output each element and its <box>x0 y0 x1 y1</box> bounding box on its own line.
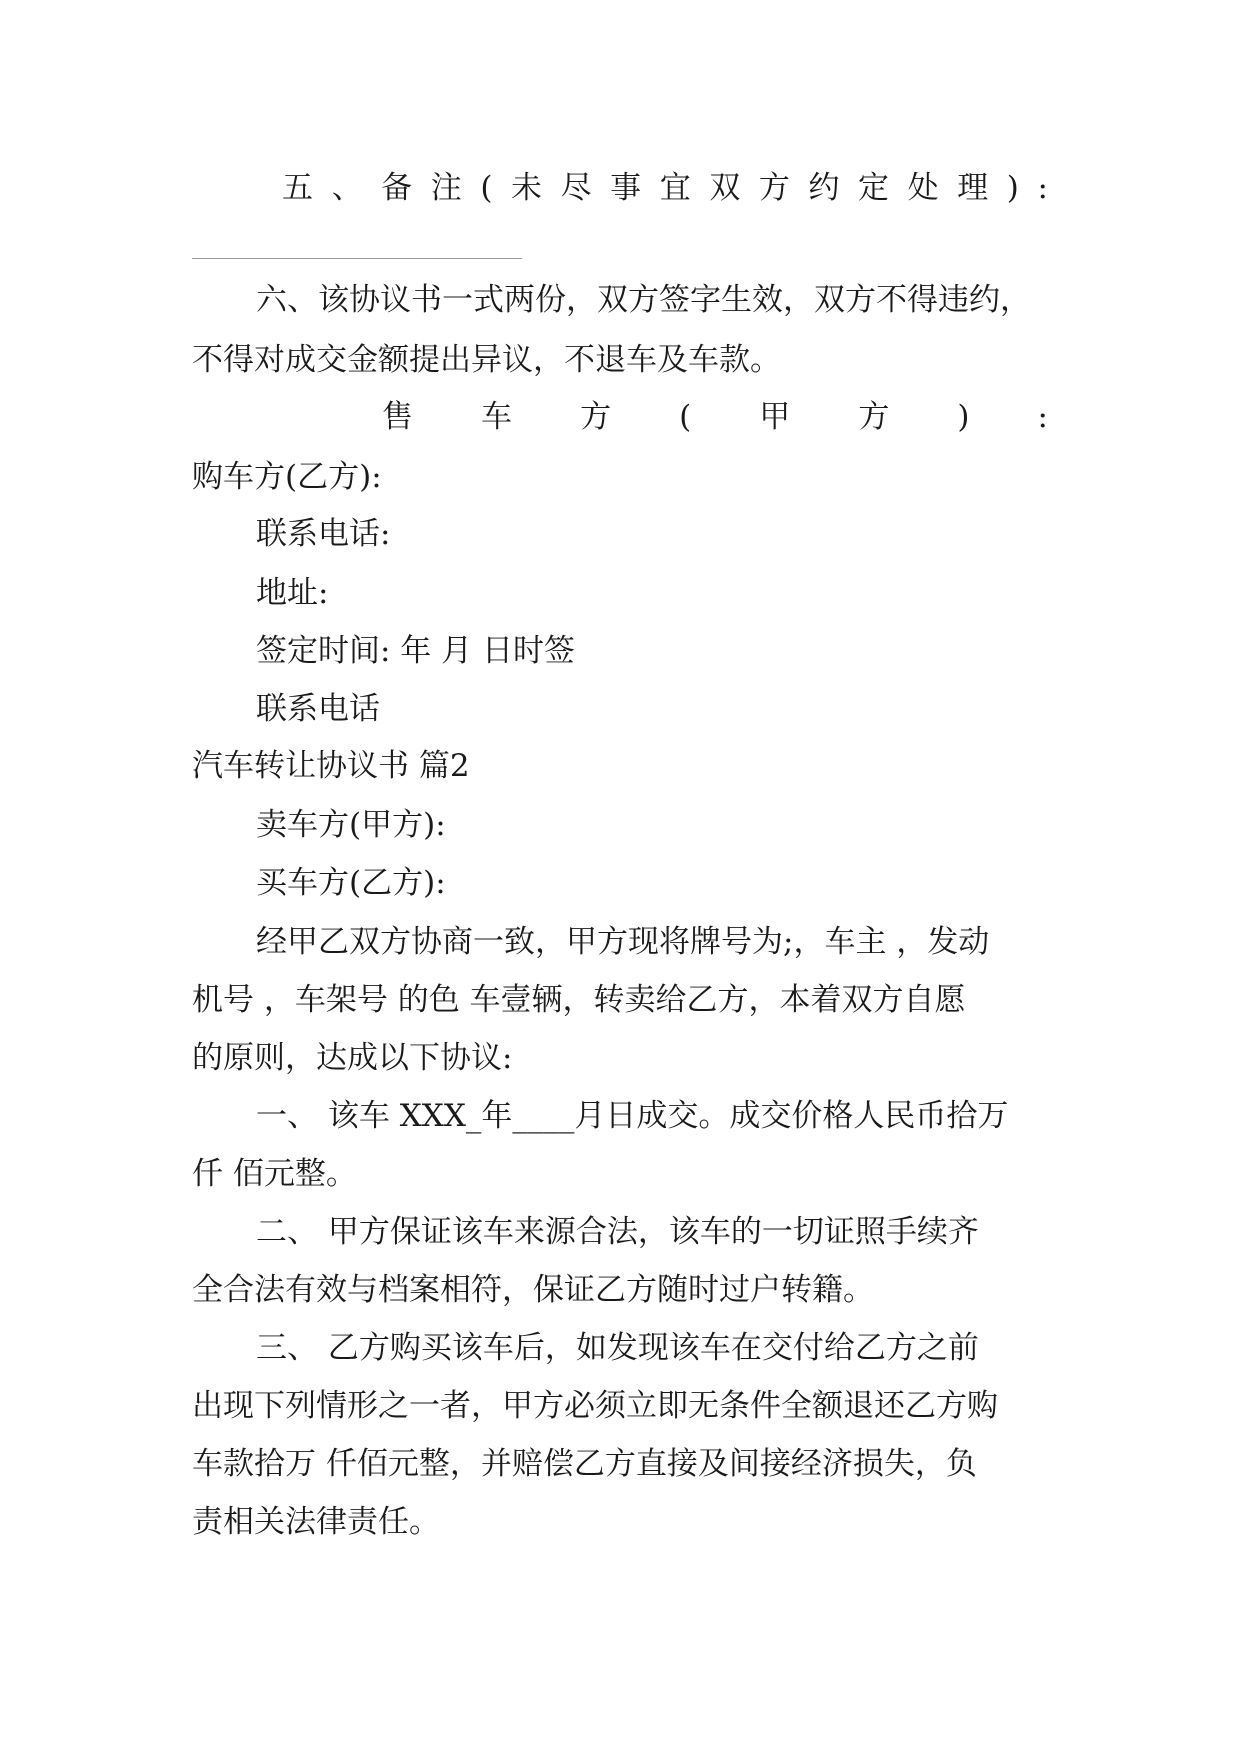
section-5-heading-char: 注 <box>430 170 462 206</box>
section-5-heading-char: : <box>1037 170 1048 206</box>
section-5-heading-char: 五 <box>282 170 313 206</box>
seller-label-char: : <box>1037 399 1048 435</box>
phone-label: 联系电话: <box>256 516 391 552</box>
section-5-heading-char: 备 <box>381 170 413 206</box>
item-2-line-1: 二、 甲方保证该车来源合法，该车的一切证照手续齐 <box>256 1214 979 1250</box>
address-label: 地址: <box>256 575 329 611</box>
seller-label-char: ( <box>679 399 692 435</box>
item-3-line-4: 责相关法律责任。 <box>192 1504 440 1540</box>
intro-line-3: 的原则，达成以下协议: <box>192 1040 513 1076</box>
section-6-line-1: 六、该协议书一式两份，双方签字生效，双方不得违约， <box>256 282 1031 318</box>
seller-label-char: 售 <box>382 399 413 435</box>
section-5-heading-char: 定 <box>858 170 890 206</box>
section-5-heading-char: 未 <box>511 170 542 206</box>
intro-line-2: 机号 ，车架号 的色 车壹辆，转卖给乙方，本着双方自愿 <box>192 982 966 1018</box>
section-5-heading-char: 事 <box>610 170 642 206</box>
item-3-line-3: 车款拾万 仟佰元整，并赔偿乙方直接及间接经济损失，负 <box>192 1446 977 1482</box>
section-5-heading-char: 约 <box>808 170 840 206</box>
item-1-line-2: 仟 佰元整。 <box>192 1156 357 1192</box>
section-5-heading-char: 理 <box>957 170 989 206</box>
item-1-line-1: 一、 该车 XXX_年____月日成交。成交价格人民币拾万 <box>256 1098 1009 1134</box>
seller-label-char: ) <box>957 399 970 435</box>
section-5-heading-char: 、 <box>331 170 363 206</box>
section-5-heading-char: ) <box>1006 170 1019 206</box>
item-2-line-2: 全合法有效与档案相符，保证乙方随时过户转籍。 <box>192 1272 874 1308</box>
section-5-heading <box>282 168 1048 208</box>
seller-label-2: 卖车方(甲方): <box>256 807 446 843</box>
section-5-heading-char: 双 <box>709 170 741 206</box>
item-3-line-1: 三、 乙方购买该车后，如发现该车在交付给乙方之前 <box>256 1330 979 1366</box>
seller-label-char: 方 <box>858 399 890 435</box>
item-3-line-2: 出现下列情形之一者，甲方必须立即无条件全额退还乙方购 <box>192 1388 998 1424</box>
section-5-heading-char: 处 <box>907 170 939 206</box>
sign-time-label: 签定时间: 年 月 日时签 <box>256 633 576 669</box>
phone-label-2: 联系电话 <box>256 691 380 727</box>
buyer-label: 购车方(乙方): <box>192 459 382 495</box>
section-5-heading-char: ( <box>480 170 493 206</box>
section-6-line-2: 不得对成交金额提出异议，不退车及车款。 <box>192 342 781 378</box>
section-title: 汽车转让协议书 篇2 <box>192 748 470 784</box>
section-5-heading-char: 方 <box>758 170 790 206</box>
seller-label-char: 甲 <box>759 399 791 435</box>
blank-underline <box>192 258 522 259</box>
section-5-heading-char: 尽 <box>560 170 592 206</box>
seller-label-char: 车 <box>481 399 513 435</box>
intro-line-1: 经甲乙双方协商一致，甲方现将牌号为;，车主 ，发动 <box>256 924 990 960</box>
seller-label-char: 方 <box>580 399 612 435</box>
buyer-label-2: 买车方(乙方): <box>256 865 446 901</box>
section-5-heading-char: 宜 <box>659 170 691 206</box>
seller-label <box>382 397 1048 437</box>
